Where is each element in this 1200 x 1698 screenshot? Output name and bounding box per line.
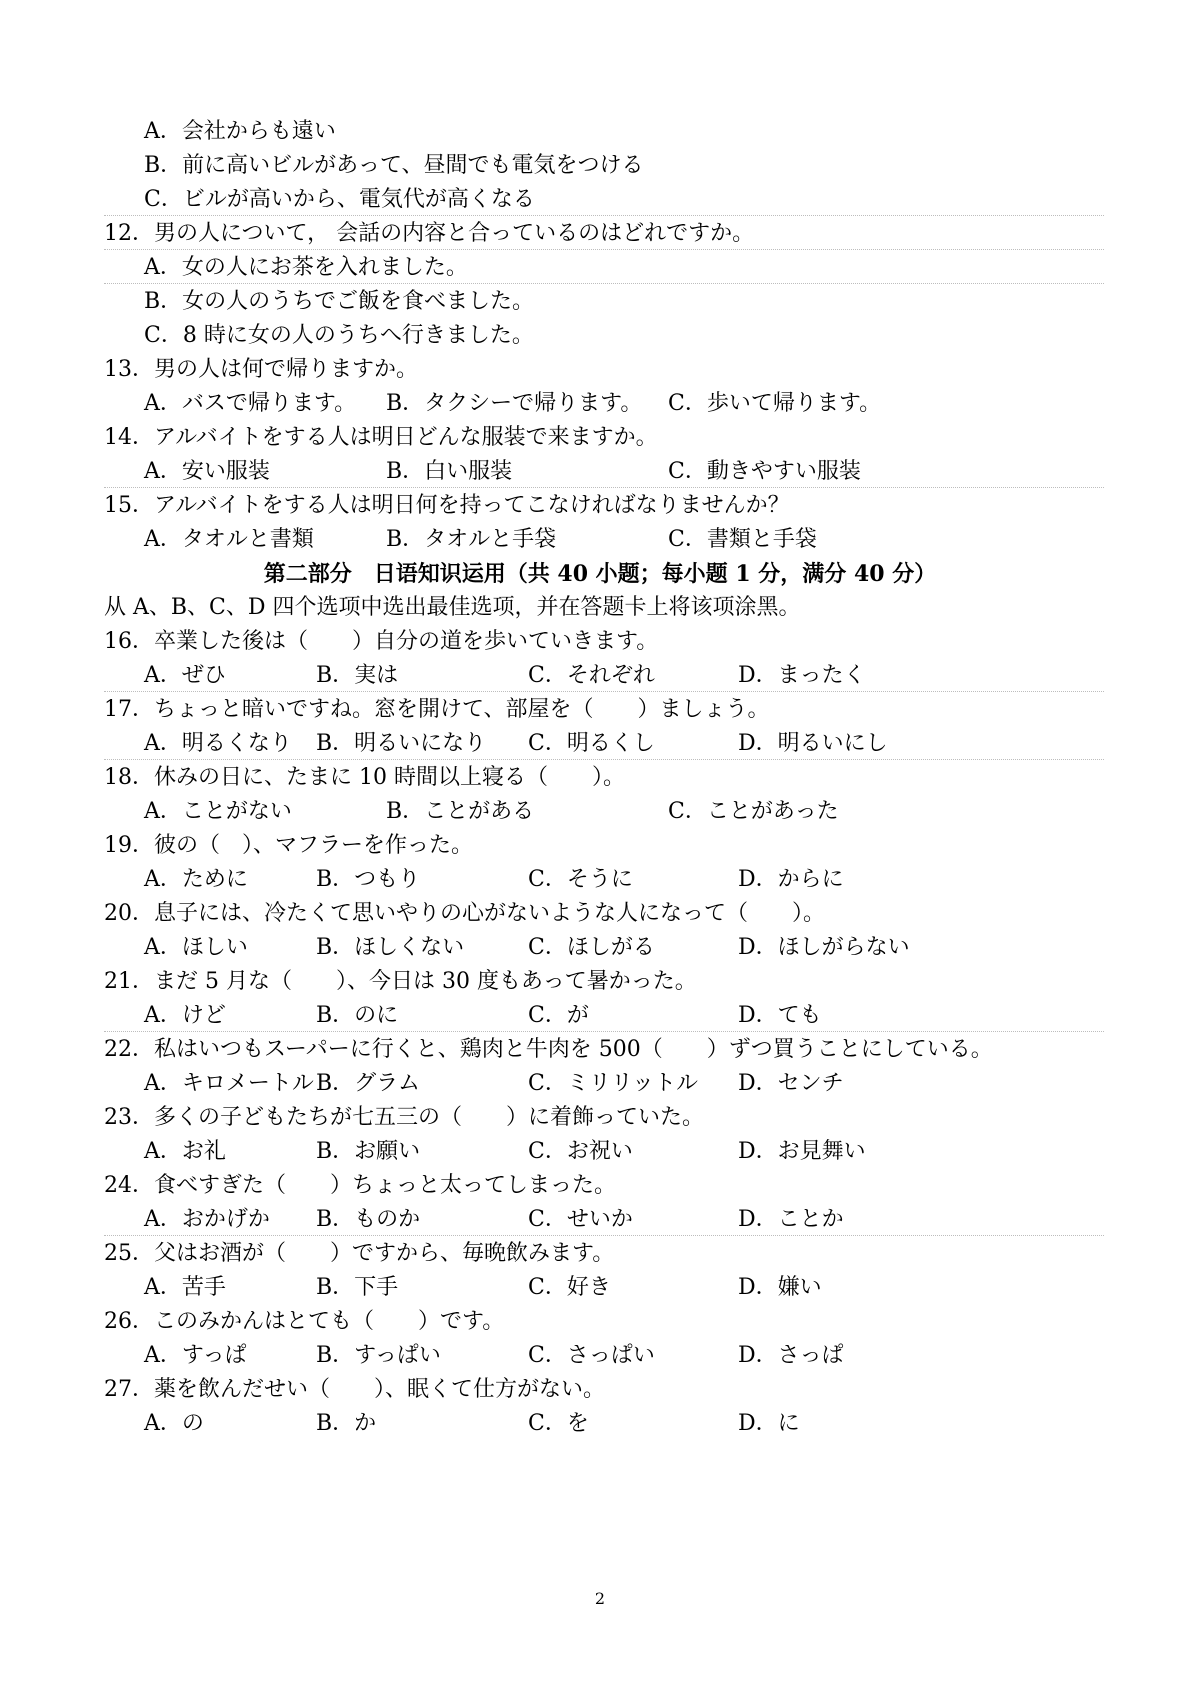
q23-option-b: B．お願い: [316, 1139, 421, 1164]
q20-option-d: D．ほしがらない: [738, 935, 910, 960]
dotted-separator: [104, 759, 1104, 760]
q15-option-b: B．タオルと手袋: [386, 527, 557, 552]
q14-option-c: C．動きやすい服装: [668, 459, 861, 484]
q12-option-b: B．女の人のうちでご飯を食べました。: [144, 289, 534, 314]
q12-option-c: C．8 時に女の人のうちへ行きました。: [144, 323, 534, 348]
part2-instruction: 从 A、B、C、D 四个选项中选出最佳选项，并在答题卡上将该项涂黑。: [104, 595, 801, 620]
q14-option-a: A．安い服装: [144, 459, 270, 484]
q26-option-c: C．さっぱい: [528, 1343, 655, 1368]
q21-option-b: B．のに: [316, 1003, 399, 1028]
q14-stem: 14．アルバイトをする人は明日どんな服装で来ますか。: [104, 425, 658, 450]
q24-option-c: C．せいか: [528, 1207, 633, 1232]
dotted-separator: [104, 1031, 1104, 1032]
q26-option-a: A．すっぱ: [144, 1343, 247, 1368]
q19-option-c: C．そうに: [528, 867, 633, 892]
page-number: 2: [594, 1589, 606, 1608]
q23-option-d: D．お見舞い: [738, 1139, 866, 1164]
q11-option-a: A．会社からも遠い: [144, 119, 336, 144]
q25-option-d: D．嫌い: [738, 1275, 822, 1300]
q21-option-a: A．けど: [144, 1003, 226, 1028]
q22-option-d: D．センチ: [738, 1071, 844, 1096]
q16-option-d: D．まったく: [738, 663, 866, 688]
dotted-separator: [104, 249, 1104, 250]
q27-option-b: B．か: [316, 1411, 377, 1436]
q15-option-a: A．タオルと書類: [144, 527, 314, 552]
q27-option-d: D．に: [738, 1411, 800, 1436]
q12-stem: 12．男の人について， 会話の内容と合っているのはどれですか。: [104, 221, 755, 246]
q27-stem: 27．薬を飲んだせい（ ）、眠くて仕方がない。: [104, 1377, 605, 1402]
q23-option-a: A．お礼: [144, 1139, 226, 1164]
q19-stem: 19．彼の（ ）、マフラーを作った。: [104, 833, 473, 858]
q22-option-a: A．キロメートル: [144, 1071, 314, 1096]
q24-stem: 24．食べすぎた（ ）ちょっと太ってしまった。: [104, 1173, 616, 1198]
q27-option-a: A．の: [144, 1411, 204, 1436]
q13-option-b: B．タクシーで帰ります。: [386, 391, 643, 416]
q25-stem: 25．父はお酒が（ ）ですから、毎晩飲みます。: [104, 1241, 615, 1266]
q22-option-c: C．ミリリットル: [528, 1071, 698, 1096]
dotted-separator: [104, 691, 1104, 692]
q22-stem: 22．私はいつもスーパーに行くと、鶏肉と牛肉を 500（ ）ずつ買うことにしている。: [104, 1037, 993, 1062]
q17-option-d: D．明るいにし: [738, 731, 888, 756]
q17-stem: 17．ちょっと暗いですね。窓を開けて、部屋を（ ）ましょう。: [104, 697, 770, 722]
q21-stem: 21．まだ 5 月な（ ）、今日は 30 度もあって暑かった。: [104, 969, 697, 994]
q18-option-c: C．ことがあった: [668, 799, 839, 824]
dotted-separator: [104, 215, 1104, 216]
q17-option-b: B．明るいになり: [316, 731, 487, 756]
q14-option-b: B．白い服装: [386, 459, 513, 484]
q15-stem: 15．アルバイトをする人は明日何を持ってこなければなりませんか？: [104, 493, 790, 518]
q20-stem: 20．息子には、冷たくて思いやりの心がないような人になって（ ）。: [104, 901, 825, 926]
q27-option-c: C．を: [528, 1411, 589, 1436]
q26-option-d: D．さっぱ: [738, 1343, 844, 1368]
q19-option-d: D．からに: [738, 867, 844, 892]
q13-option-c: C．歩いて帰ります。: [668, 391, 882, 416]
q18-option-a: A．ことがない: [144, 799, 292, 824]
q23-option-c: C．お祝い: [528, 1139, 633, 1164]
q21-option-c: C．が: [528, 1003, 589, 1028]
q25-option-b: B．下手: [316, 1275, 399, 1300]
q12-option-a: A．女の人にお茶を入れました。: [144, 255, 468, 280]
q26-option-b: B．すっぱい: [316, 1343, 441, 1368]
q13-stem: 13．男の人は何で帰りますか。: [104, 357, 418, 382]
dotted-separator: [104, 283, 1104, 284]
q20-option-b: B．ほしくない: [316, 935, 465, 960]
q20-option-a: A．ほしい: [144, 935, 248, 960]
q22-option-b: B．グラム: [316, 1071, 420, 1096]
q18-stem: 18．休みの日に、たまに 10 時間以上寝る（ ）。: [104, 765, 625, 790]
q24-option-d: D．ことか: [738, 1207, 844, 1232]
q23-stem: 23．多くの子どもたちが七五三の（ ）に着飾っていた。: [104, 1105, 704, 1130]
q26-stem: 26．このみかんはとても（ ）です。: [104, 1309, 505, 1334]
q13-option-a: A．バスで帰ります。: [144, 391, 357, 416]
q11-option-b: B．前に高いビルがあって、昼間でも電気をつける: [144, 153, 644, 178]
q17-option-c: C．明るくし: [528, 731, 655, 756]
q16-stem: 16．卒業した後は（ ）自分の道を歩いていきます。: [104, 629, 659, 654]
q19-option-b: B．つもり: [316, 867, 421, 892]
q15-option-c: C．書類と手袋: [668, 527, 817, 552]
q24-option-a: A．おかげか: [144, 1207, 270, 1232]
q25-option-c: C．好き: [528, 1275, 611, 1300]
q25-option-a: A．苦手: [144, 1275, 226, 1300]
q16-option-c: C．それぞれ: [528, 663, 655, 688]
q16-option-b: B．実は: [316, 663, 399, 688]
dotted-separator: [104, 1235, 1104, 1236]
q19-option-a: A．ために: [144, 867, 248, 892]
q11-option-c: C．ビルが高いから、電気代が高くなる: [144, 187, 535, 212]
q20-option-c: C．ほしがる: [528, 935, 655, 960]
part2-heading: 第二部分 日语知识运用（共 40 小题；每小题 1 分，满分 40 分）: [263, 561, 937, 587]
q21-option-d: D．ても: [738, 1003, 822, 1028]
q18-option-b: B．ことがある: [386, 799, 535, 824]
q17-option-a: A．明るくなり: [144, 731, 292, 756]
q16-option-a: A．ぜひ: [144, 663, 226, 688]
q24-option-b: B．ものか: [316, 1207, 421, 1232]
dotted-separator: [104, 487, 1104, 488]
